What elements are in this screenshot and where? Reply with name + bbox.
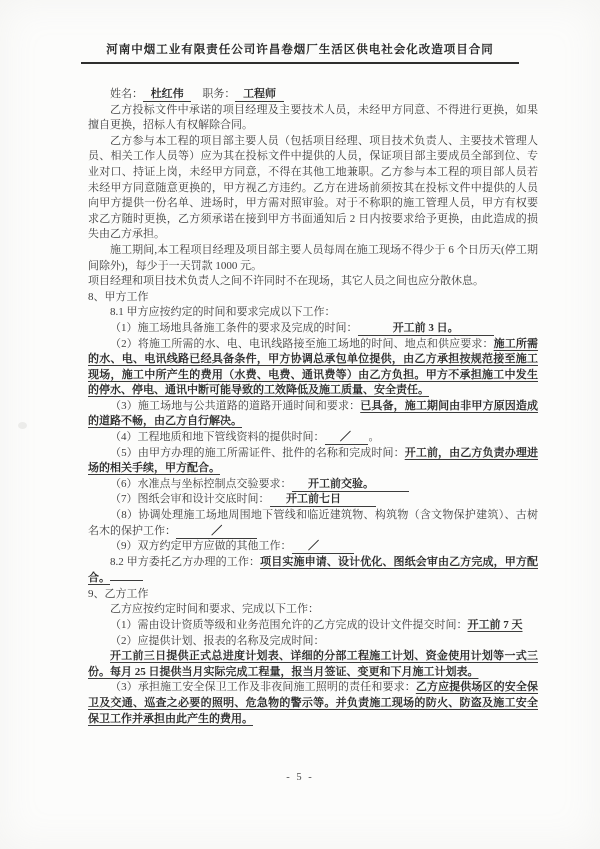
fill-in-value: 施工所需的水、电、电讯线路已经具备条件，甲方协调总承包单位提供，由乙方承担按规范接至施工现场，施工中所产生的费用（水费、电费、通讯费等）由乙方负担。甲方不承担施工中发生的停水、停电、通讯中断可能导致的工效降低及施工质量、安全责任。 [88,337,539,397]
fill-in-value: 开工前，由乙方负责办理进场的相关手续，甲方配合。 [88,446,539,475]
clause-8-1-item-9 [88,539,538,555]
clause-label: （8）协调处理施工场地周围地下管线和临近建筑物、构筑物（含文物保护建筑）、古树名木的保护工作： [88,509,538,537]
clause-9-item-2-detail [88,649,538,680]
paragraph-project-staff: 乙方参与本工程的项目部主要人员（包括项目经理、项目技术负责人、主要技术管理人员、相关工作人员等）应为其在投标文件中提供的人员，保证项目部主要成员全部到位、专业对口、持证上岗，未经甲方同意，不得在其他工地兼职。乙方参与本工程的项目部人员若未经甲方同意随意更换的，甲方视乙方违约。乙方在进场前须按其在投标文件中提供的人员向甲方提供一份名单、进场时，甲方需对照审验。对于不称职的施工管理人员，甲方有权要求乙方随时更换，乙方须承诺在接到甲方书面通知后 2 日内按要求给予更换，由此造成的损失由乙方承担。 [88,134,538,241]
clause-label: （6）水准点与坐标控制点交验要求： [110,477,292,490]
fill-in-value: 开工前七日 [270,493,377,507]
clause-8-1-item-4 [88,430,538,446]
clause-label: （3）承担施工安全保卫工作及非夜间施工照明的责任和要求： [110,681,416,694]
fill-in-value: ／ [292,540,355,554]
clause-9-item-3 [88,680,538,727]
page-number: - 5 - [286,772,314,783]
clause-label: （1）施工场地具备施工条件的要求及完成的时间： [110,321,358,334]
clause-8-1-item-8 [88,508,538,539]
page-header [81,0,519,64]
name-fill-in: 杜红伟 [143,88,191,102]
clause-9-intro: 乙方应按约定时间和要求、完成以下工作： [110,603,319,616]
clause-8-1-item-7 [88,492,538,508]
clause-label: （1）需由设计资质等级和业务范围允许的乙方完成的设计文件提交时间： [110,619,468,632]
clause-label: 8.2 甲方委托乙方办理的工作： [110,555,261,568]
clause-8-1-item-6 [88,477,538,493]
clause-suffix: 。 [368,431,380,444]
fill-in-value: ／ [325,431,369,445]
fill-in-value: 乙方应提供场区的安全保卫及交通、巡查之必要的照明、危急物的警示等。并负责施工现场的防火、防盗及施工安全保卫工作并承担由此产生的费用。 [88,681,539,725]
clause-label: （3）施工场地与公共道路的道路开通时间和要求： [110,399,361,412]
clause-label: （7）图纸会审和设计交底时间： [110,493,270,506]
clause-label: （2）将施工所需的水、电、电讯线路接至施工场地的时间、地点和供应要求： [110,337,494,350]
scan-speck-artifact [18,422,27,429]
document-body [88,87,538,727]
clause-8-1-item-5 [88,446,538,477]
fill-in-value: 开工前交验。 [292,478,410,492]
blank-underline-tail [110,570,143,581]
fill-in-value: 开工前 3 日。 [358,322,494,336]
paragraph-manager-onsite: 项目经理和项目技术负责人之间不许同时不在现场，其它人员之间也应分散休息。 [88,275,484,288]
fill-in-value: 项目实施申请、设计优化、图纸会审由乙方完成，甲方配合。 [88,555,539,585]
document-title: 河南中烟工业有限责任公司许昌卷烟厂生活区供电社会化改造项目合同 [106,44,494,56]
clause-9-item-1 [88,618,538,634]
job-label: 职务： [202,88,236,100]
clause-9-item-2 [88,634,538,650]
fill-in-value: 已具备，施工期间由非甲方原因造成的道路不畅，由乙方自行解决。 [88,399,539,428]
paragraph-bid-commitment: 乙方投标文件中承诺的项目经理及主要技术人员，未经甲方同意、不得进行更换，如果擅自更换，招标人有权解除合同。 [88,103,538,132]
clause-label: （4）工程地质和地下管线资料的提供时间： [110,431,325,444]
clause-8-1-item-1 [88,321,538,337]
clause-label: （2）应提供计划、报表的名称及完成时间： [110,634,325,647]
paragraph-site-presence: 施工期间,本工程项目经理及项目部主要人员每周在施工现场不得少于 6 个日历天(停工期间除外)，每少于一天罚款 1000 元。 [88,243,538,272]
clause-8-1-item-3 [88,399,538,430]
clause-8-2 [88,555,538,587]
clause-8-1-item-2 [88,337,538,399]
name-job-line [88,87,538,103]
job-fill-in: 工程师 [235,88,283,102]
name-label: 姓名： [110,88,143,100]
fill-in-paragraph: 开工前三日提供正式总进度计划表、详细的分部工程施工计划、资金使用计划等一式三份。每月 25 日提供当月实际完成工程量，报当月签证、变更和下月施工计划表。 [88,650,538,678]
clause-label: （9）双方约定甲方应做的其他工作： [110,540,292,553]
fill-in-value: 开工前 7 天 [467,619,523,632]
fill-in-value: ／ [176,525,257,539]
clause-label: （5）由甲方办理的施工所需证件、批件的名称和完成时间： [110,446,405,459]
section-8-heading: 8、甲方工作 [88,290,149,303]
section-9-heading: 9、乙方工作 [88,587,149,600]
clause-8-1-heading: 8.1 甲方应按约定的时间和要求完成以下工作： [110,306,336,319]
